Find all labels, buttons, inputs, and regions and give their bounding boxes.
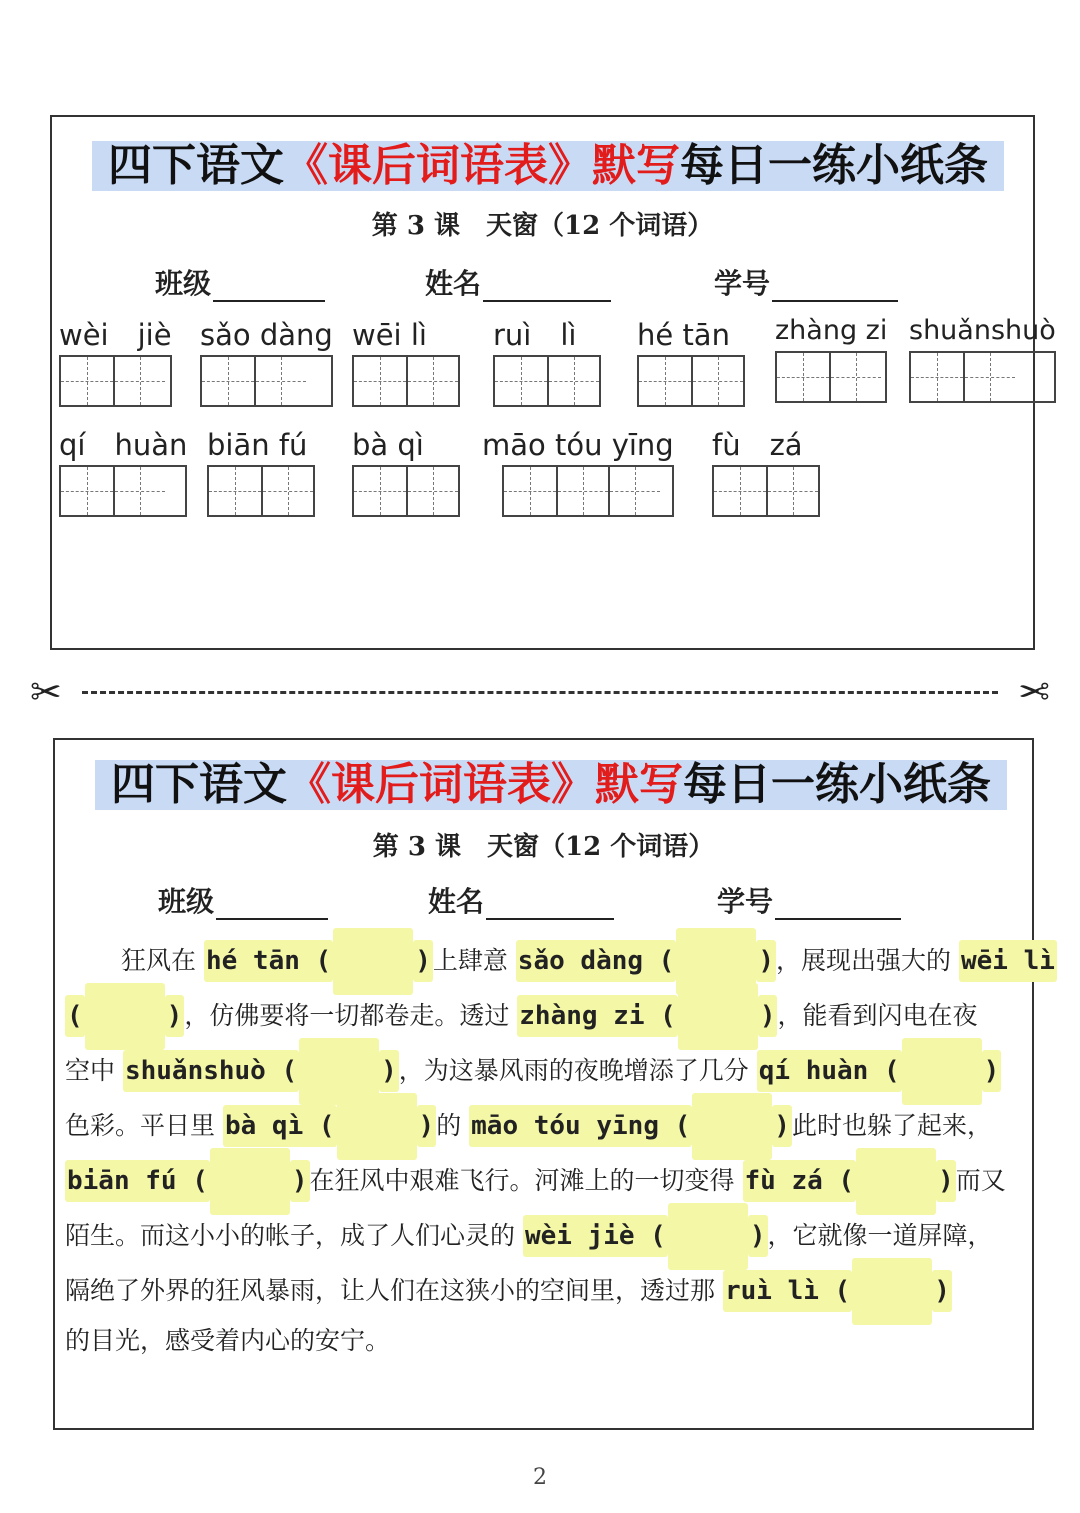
paragraph-text: 的目光，感受着内心的安宁。 [65, 1326, 391, 1355]
paragraph-text: 上肆意 [432, 946, 516, 975]
paragraph-line [65, 1038, 1025, 1093]
pinyin-cue: ruì lì ( [723, 1270, 852, 1312]
paragraph-text: ，它就像一道屏障， [767, 1221, 993, 1250]
pinyin-cue: ( [65, 995, 85, 1037]
page-number: 2 [533, 1465, 547, 1490]
paragraph-text: 空中 [65, 1056, 123, 1085]
word-item: shuǎnshuò [909, 313, 1056, 403]
lesson-subtitle: 第 3 课 天窗（12 个词语） [372, 832, 715, 862]
pinyin-cue: ) [758, 995, 778, 1037]
paragraph-text: 陌生。而这小小的帐子，成了人们心灵的 [65, 1221, 523, 1250]
paragraph-text: ，能看到闪电在夜 [777, 1001, 978, 1030]
pinyin-cue: bà qì ( [223, 1105, 337, 1147]
pinyin-cue: biān fú ( [65, 1160, 210, 1202]
word-item: hé tān [637, 317, 745, 407]
name-field[interactable]: 姓名 [425, 262, 611, 302]
pinyin-cue: ) [932, 1270, 952, 1312]
word-item: zhàng zi [775, 313, 887, 403]
writing-grid[interactable] [712, 465, 820, 517]
word-item: bà qì [352, 427, 460, 517]
paragraph-line [65, 1203, 1025, 1258]
class-field[interactable]: 班级 [155, 262, 325, 302]
writing-grid[interactable] [909, 351, 1056, 403]
paragraph-line [65, 983, 1025, 1038]
writing-grid[interactable] [493, 355, 601, 407]
worksheet-card-dictation [50, 115, 1056, 650]
lesson-subtitle: 第 3 课 天窗（12 个词语） [371, 211, 714, 241]
worksheet-card-cloze [53, 738, 1055, 1430]
paragraph-text: ，仿佛要将一切都卷走。透过 [184, 1001, 518, 1030]
word-item: ruì lì [493, 317, 601, 407]
paragraph-line [65, 1093, 1025, 1148]
word-item: qí huàn [59, 427, 187, 517]
card-title: 四下语文《课后词语表》默写每日一练小纸条 [92, 141, 1004, 191]
number-field[interactable]: 学号 [714, 262, 898, 302]
pinyin-cue: ) [165, 995, 185, 1037]
paragraph-line [65, 1148, 1025, 1203]
cloze-paragraph [65, 928, 1055, 1368]
paragraph-text: 狂风在 [121, 946, 204, 975]
word-item: biān fú [207, 427, 315, 517]
writing-grid[interactable] [200, 355, 333, 407]
pinyin-cue: shuǎnshuò ( [123, 1050, 299, 1092]
paragraph-line [65, 928, 1055, 983]
scissors-icon: ✂ [1018, 670, 1050, 714]
pinyin-cue: fù zá ( [743, 1160, 857, 1202]
writing-grid[interactable] [352, 355, 460, 407]
pinyin-cue: sǎo dàng ( [516, 940, 677, 982]
writing-grid[interactable] [502, 465, 674, 517]
pinyin-cue: māo tóu yīng ( [469, 1105, 692, 1147]
pinyin-cue: ) [290, 1160, 310, 1202]
card-title: 四下语文《课后词语表》默写每日一练小纸条 [95, 760, 1007, 810]
paragraph-text: 而又 [955, 1166, 1006, 1195]
writing-grid[interactable] [352, 465, 460, 517]
writing-grid[interactable] [775, 351, 887, 403]
word-item: māo tóu yīng [482, 427, 674, 517]
scissors-icon: ✂ [30, 670, 62, 714]
writing-grid[interactable] [637, 355, 745, 407]
pinyin-cue: ) [417, 1105, 437, 1147]
writing-grid[interactable] [59, 355, 172, 407]
pinyin-cue: ) [413, 940, 433, 982]
paragraph-text: 此时也躲了起来， [791, 1111, 992, 1140]
writing-grid[interactable] [59, 465, 187, 517]
pinyin-cue: ) [936, 1160, 956, 1202]
pinyin-cue: wèi jiè ( [523, 1215, 668, 1257]
pinyin-cue: ) [379, 1050, 399, 1092]
paragraph-line [65, 1258, 1025, 1313]
pinyin-cue: ) [982, 1050, 1002, 1092]
word-item: wēi lì [352, 317, 460, 407]
pinyin-cue: zhàng zi ( [517, 995, 678, 1037]
answer-blank[interactable] [852, 1258, 932, 1325]
name-field[interactable]: 姓名 [428, 880, 614, 920]
pinyin-cue: ) [748, 1215, 768, 1257]
class-field[interactable]: 班级 [158, 880, 328, 920]
pinyin-cue: ) [756, 940, 776, 982]
paragraph-text: 在狂风中艰难飞行。河滩上的一切变得 [309, 1166, 743, 1195]
paragraph-text: 隔绝了外界的狂风暴雨，让人们在这狭小的空间里，透过那 [65, 1276, 723, 1305]
cut-line [30, 672, 1050, 712]
paragraph-text: 的 [436, 1111, 470, 1140]
pinyin-cue: qí huàn ( [757, 1050, 902, 1092]
paragraph-text: 色彩。平日里 [65, 1111, 223, 1140]
word-item: sǎo dàng [200, 317, 333, 407]
dashed-divider [82, 691, 998, 694]
number-field[interactable]: 学号 [717, 880, 901, 920]
pinyin-cue: ) [772, 1105, 792, 1147]
pinyin-cue: wēi lì [959, 940, 1057, 982]
paragraph-text: ，展现出强大的 [776, 946, 959, 975]
word-item: wèi jiè [59, 317, 172, 407]
paragraph-text: ，为这暴风雨的夜晚增添了几分 [398, 1056, 757, 1085]
writing-grid[interactable] [207, 465, 315, 517]
word-item: fù zá [712, 427, 820, 517]
pinyin-cue: hé tān ( [204, 940, 333, 982]
